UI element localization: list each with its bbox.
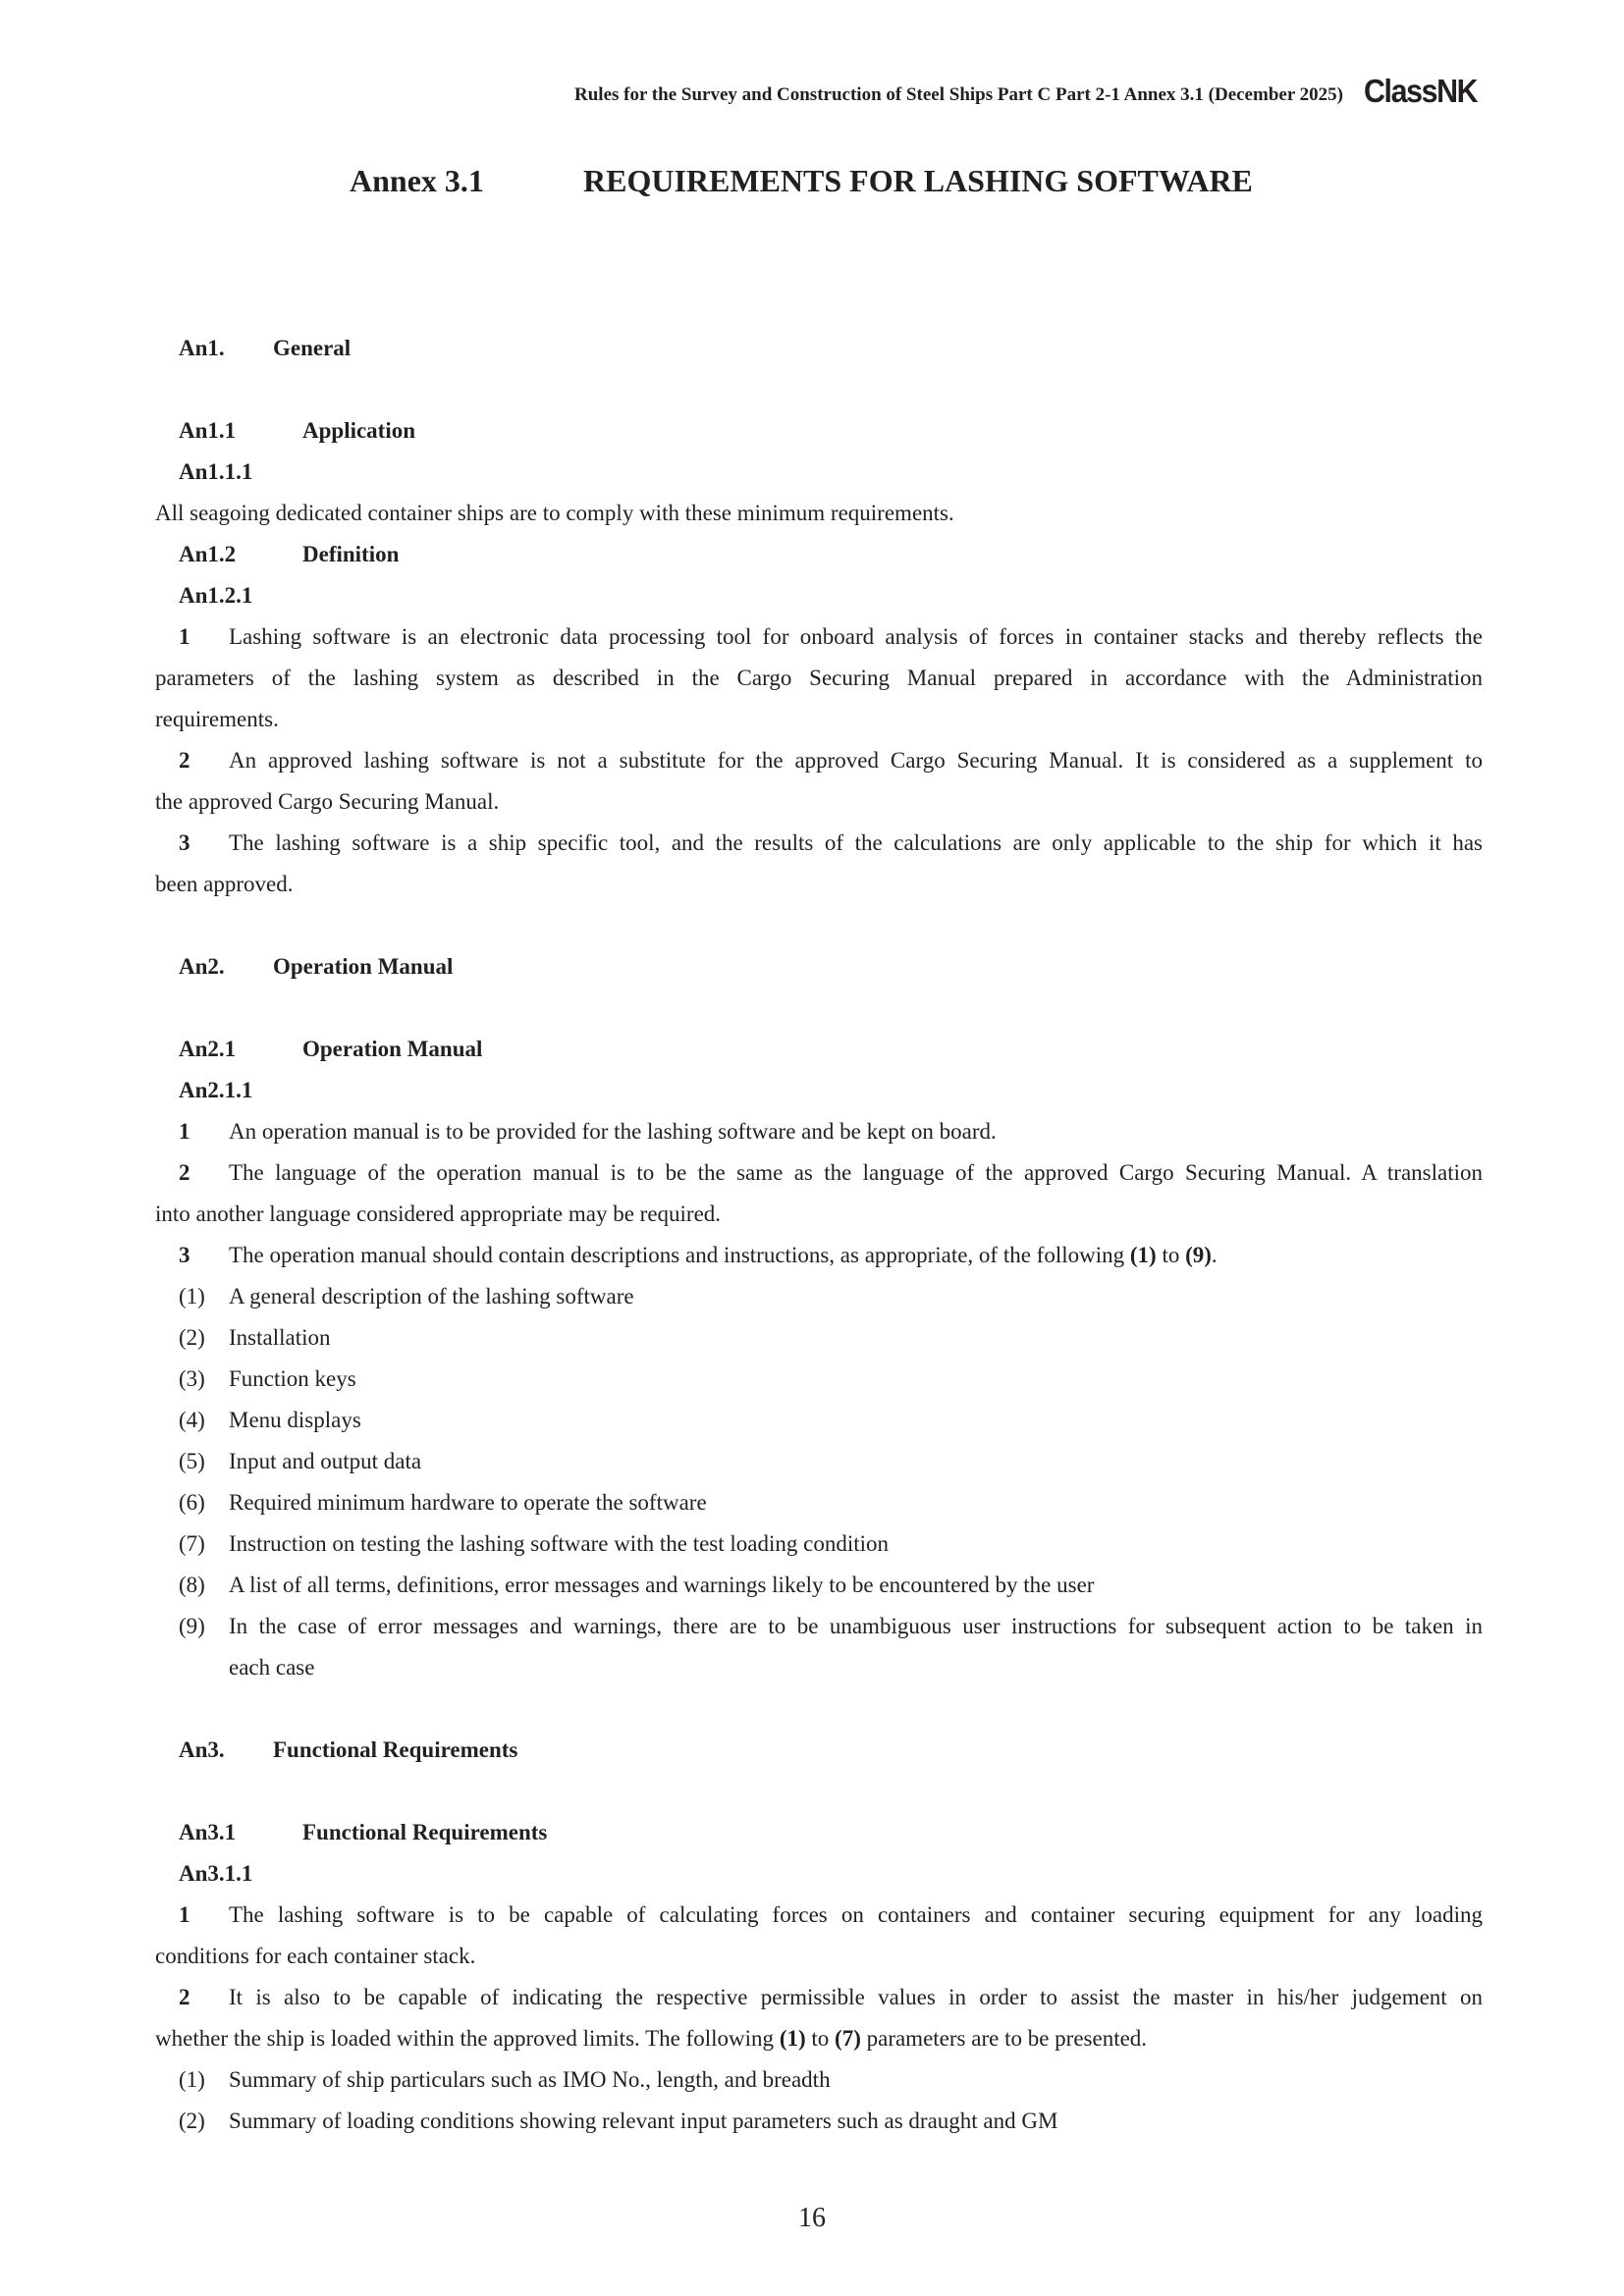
page-title bbox=[350, 161, 1253, 200]
paragraph-text: It is also to be capable of indicating the respective permissible values in order to assist the master in his/her judgement on bbox=[229, 1985, 1483, 2009]
page-number: 16 bbox=[798, 2203, 826, 2233]
section-heading-an1 bbox=[179, 334, 1506, 363]
paragraph-number: 1 bbox=[179, 1902, 190, 1927]
list-item bbox=[179, 1529, 1483, 1559]
item-ref: (1) bbox=[779, 2026, 806, 2051]
paragraph-text: All seagoing dedicated container ships are to comply with these minimum requirements. bbox=[155, 501, 954, 525]
paragraph-text: whether the ship is loaded within the approved limits. The following bbox=[155, 2026, 780, 2051]
clause-number-an1-1-1: An1.1.1 bbox=[179, 459, 253, 484]
section-title: Functional Requirements bbox=[273, 1737, 518, 1762]
list-item bbox=[179, 1406, 1483, 1435]
section-heading-an3 bbox=[179, 1735, 1506, 1765]
paragraph-number: 2 bbox=[179, 1160, 190, 1185]
paragraph-text: to bbox=[1156, 1243, 1186, 1267]
item-ref: (7) bbox=[835, 2026, 861, 2051]
list-item-text: A list of all terms, definitions, error messages and warnings likely to be encountered by the user bbox=[229, 1573, 1095, 1597]
list-item-number: (8) bbox=[179, 1573, 205, 1597]
subsection-heading-an2-1 bbox=[179, 1035, 1506, 1064]
list-item-number: (5) bbox=[179, 1449, 205, 1473]
list-item-continuation: each case bbox=[229, 1655, 315, 1680]
paragraph-line bbox=[155, 1117, 1483, 1147]
paragraph-line: into another language considered appropriate may be required. bbox=[155, 1201, 722, 1226]
paragraph-line: requirements. bbox=[155, 707, 279, 731]
subsection-number: An1.1 bbox=[179, 418, 237, 443]
annex-title-text: REQUIREMENTS FOR LASHING SOFTWARE bbox=[583, 163, 1253, 198]
list-item-number: (9) bbox=[179, 1614, 205, 1638]
list-item-number: (1) bbox=[179, 1284, 205, 1308]
list-item-text: Function keys bbox=[229, 1366, 356, 1391]
paragraph-text: parameters are to be presented. bbox=[860, 2026, 1148, 2051]
paragraph-number: 3 bbox=[179, 1243, 190, 1267]
paragraph-text: An operation manual is to be provided for the lashing software and be kept on board. bbox=[229, 1119, 997, 1144]
list-item-number: (3) bbox=[179, 1366, 205, 1391]
list-item-number: (2) bbox=[179, 2109, 205, 2133]
clause-number-an3-1-1: An3.1.1 bbox=[179, 1861, 253, 1886]
subsection-heading-an1-1 bbox=[179, 416, 1506, 446]
paragraph-text: The lashing software is to be capable of calculating forces on containers and container securing equipment for any loading bbox=[229, 1902, 1483, 1927]
list-item-text: A general description of the lashing software bbox=[229, 1284, 634, 1308]
item-ref: (1) bbox=[1129, 1243, 1157, 1267]
section-title: General bbox=[273, 336, 352, 360]
list-item-number: (1) bbox=[179, 2067, 205, 2092]
section-number: An2. bbox=[179, 954, 225, 979]
paragraph-text: Lashing software is an electronic data processing tool for onboard analysis of forces in container stacks and thereby reflects the bbox=[229, 624, 1483, 649]
list-item bbox=[179, 1488, 1483, 1518]
section-number: An1. bbox=[179, 336, 225, 360]
paragraph-line: parameters of the lashing system as described in the Cargo Securing Manual prepared in accordance with the Administration bbox=[155, 666, 1483, 690]
paragraph-number: 1 bbox=[179, 624, 190, 649]
section-number: An3. bbox=[179, 1737, 225, 1762]
classnk-logo: ClassNK bbox=[1364, 73, 1478, 109]
running-title: Rules for the Survey and Construction of Steel Ships Part C Part 2-1 Annex 3.1 (December 2025) bbox=[574, 84, 1343, 105]
subsection-heading-an1-2 bbox=[179, 540, 1506, 569]
list-item-text: Installation bbox=[229, 1325, 331, 1350]
clause-number-an1-2-1: An1.2.1 bbox=[179, 583, 253, 608]
list-item bbox=[179, 1282, 1483, 1311]
paragraph-line bbox=[155, 2024, 1483, 2054]
section-title: Operation Manual bbox=[273, 954, 454, 979]
paragraph-line bbox=[155, 746, 1483, 775]
paragraph-line: conditions for each container stack. bbox=[155, 1944, 476, 1968]
paragraph-line: the approved Cargo Securing Manual. bbox=[155, 789, 500, 814]
list-item-text: Menu displays bbox=[229, 1408, 361, 1432]
subsection-heading-an3-1 bbox=[179, 1818, 1506, 1847]
section-heading-an2 bbox=[179, 952, 1506, 982]
paragraph-number: 1 bbox=[179, 1119, 190, 1144]
list-item-text: Instruction on testing the lashing software with the test loading condition bbox=[229, 1531, 889, 1556]
paragraph-number: 2 bbox=[179, 748, 190, 773]
item-ref: (9) bbox=[1185, 1243, 1212, 1267]
list-item bbox=[179, 1447, 1483, 1476]
list-item bbox=[179, 1364, 1483, 1394]
subsection-number: An1.2 bbox=[179, 542, 237, 566]
paragraph-text: The operation manual should contain descriptions and instructions, as appropriate, of the following bbox=[229, 1243, 1130, 1267]
subsection-title: Definition bbox=[302, 542, 400, 566]
paragraph-line bbox=[155, 622, 1483, 652]
paragraph-text: . bbox=[1211, 1243, 1218, 1267]
paragraph-line bbox=[155, 828, 1483, 858]
list-item bbox=[179, 1612, 1483, 1641]
paragraph-text: The language of the operation manual is to be the same as the language of the approved Cargo Securing Manual. A translation bbox=[229, 1160, 1483, 1185]
list-item-text: Summary of loading conditions showing relevant input parameters such as draught and GM bbox=[229, 2109, 1058, 2133]
list-item-text: Summary of ship particulars such as IMO No., length, and breadth bbox=[229, 2067, 831, 2092]
paragraph-line bbox=[155, 1241, 1483, 1270]
list-item-text: In the case of error messages and warnings, there are to be unambiguous user instructions for subsequent action to be taken in bbox=[229, 1614, 1483, 1638]
paragraph-line bbox=[155, 1158, 1483, 1188]
paragraph-line bbox=[155, 1900, 1483, 1930]
paragraph-number: 3 bbox=[179, 830, 190, 855]
list-item-number: (4) bbox=[179, 1408, 205, 1432]
list-item bbox=[179, 2065, 1483, 2095]
list-item bbox=[179, 1571, 1483, 1600]
paragraph-text: An approved lashing software is not a substitute for the approved Cargo Securing Manual. It is considered as a supplement to bbox=[229, 748, 1483, 773]
paragraph-text: The lashing software is a ship specific tool, and the results of the calculations are only applicable to the ship for which it has bbox=[229, 830, 1483, 855]
paragraph-line: been approved. bbox=[155, 872, 294, 896]
subsection-title: Operation Manual bbox=[302, 1037, 483, 1061]
annex-number: Annex 3.1 bbox=[350, 163, 484, 198]
paragraph-number: 2 bbox=[179, 1985, 190, 2009]
paragraph-line bbox=[155, 1983, 1483, 2012]
list-item-text: Required minimum hardware to operate the software bbox=[229, 1490, 707, 1515]
list-item bbox=[179, 1323, 1483, 1353]
list-item-number: (6) bbox=[179, 1490, 205, 1515]
subsection-number: An2.1 bbox=[179, 1037, 237, 1061]
list-item-number: (7) bbox=[179, 1531, 205, 1556]
subsection-number: An3.1 bbox=[179, 1820, 237, 1844]
paragraph-text: to bbox=[805, 2026, 836, 2051]
clause-number-an2-1-1: An2.1.1 bbox=[179, 1078, 253, 1102]
list-item bbox=[179, 2107, 1483, 2136]
list-item-number: (2) bbox=[179, 1325, 205, 1350]
subsection-title: Application bbox=[302, 418, 416, 443]
subsection-title: Functional Requirements bbox=[302, 1820, 548, 1844]
list-item-text: Input and output data bbox=[229, 1449, 422, 1473]
